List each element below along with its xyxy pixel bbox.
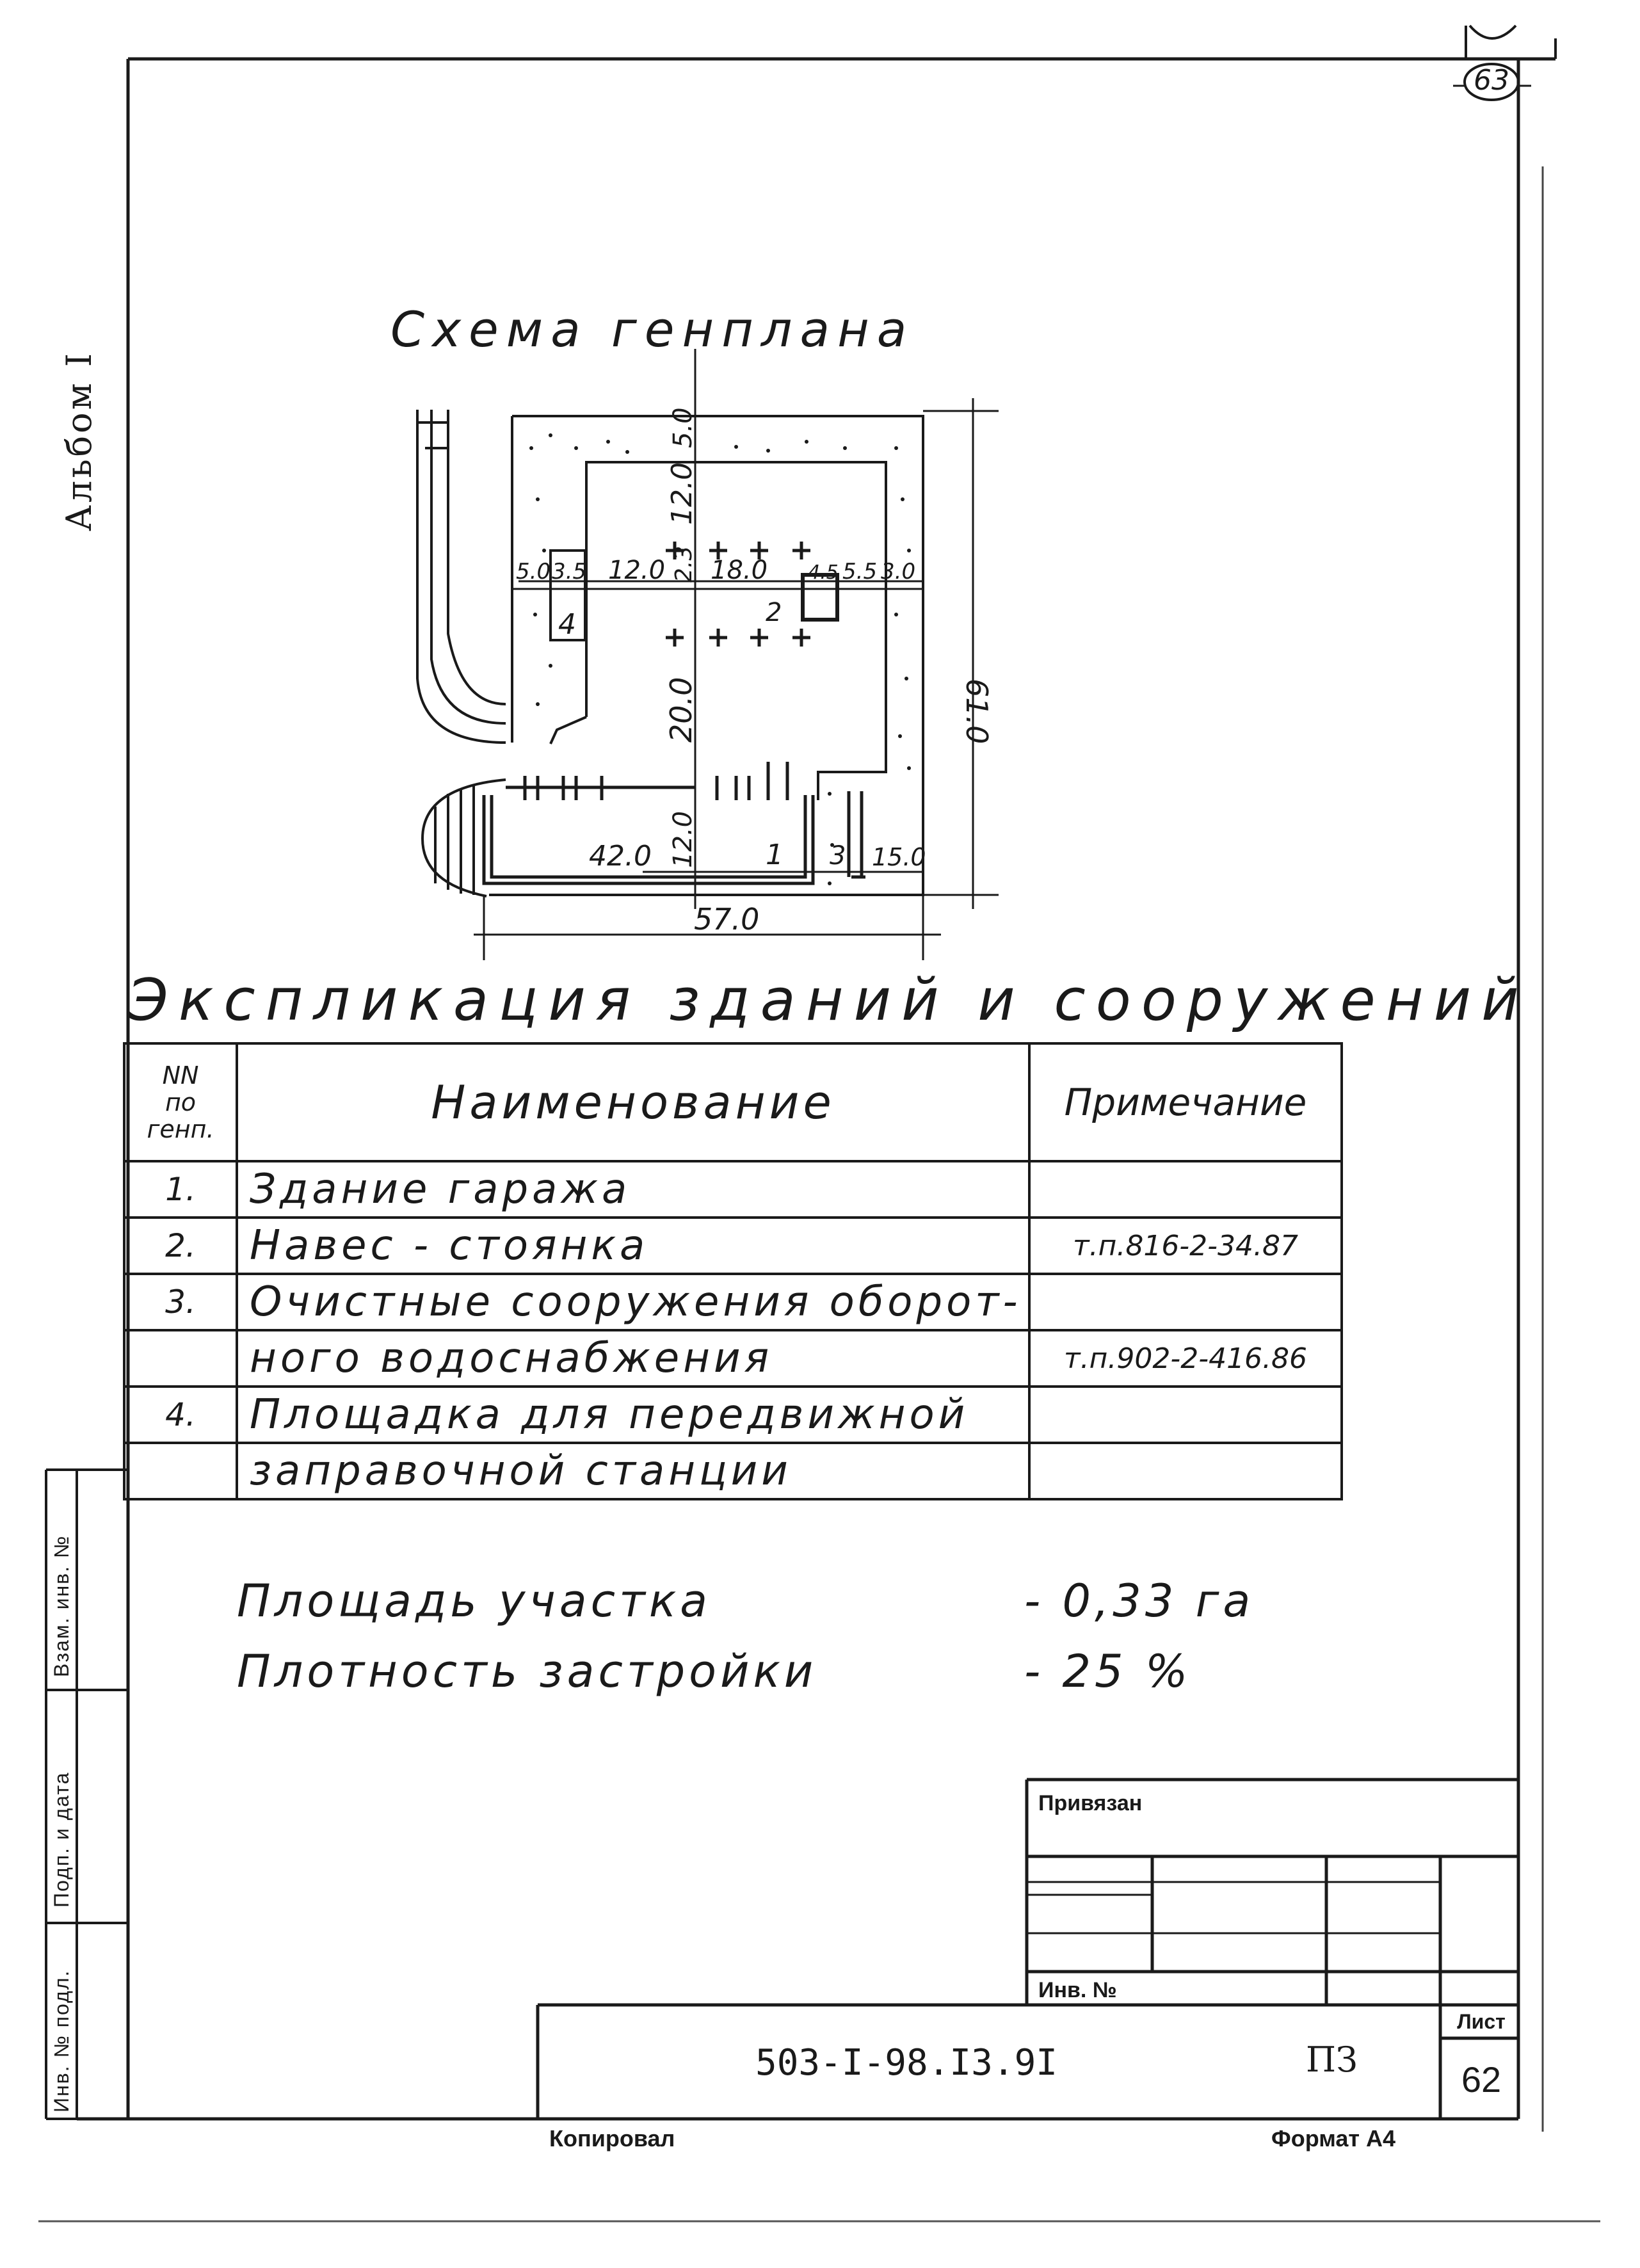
- dim-42-0: 42.0: [589, 840, 652, 873]
- dim-12-0-left: 12.0: [608, 556, 666, 585]
- dim-5-5: 5.5: [842, 559, 878, 584]
- format-label: Формат А4: [1271, 2125, 1396, 2151]
- dim-18-0: 18.0: [711, 556, 768, 585]
- table-row: 2. Навес - стоянка т.п.816-2-34.87: [124, 1218, 1342, 1274]
- privyazan-label: Привязан: [1038, 1791, 1143, 1815]
- sheet-number: 62: [1461, 2059, 1502, 2100]
- dim-3-5: 3.5: [552, 559, 587, 584]
- stamp-replace-inv: Взам. инв. №: [50, 1534, 73, 1677]
- stamp-orig-inv: Инв. № подл.: [50, 1969, 73, 2112]
- marker-1: 1: [766, 839, 784, 871]
- dim-12-0-top: 12.0: [666, 462, 698, 525]
- table-row: заправочной станции: [124, 1443, 1342, 1499]
- dim-20-0: 20.0: [664, 677, 698, 743]
- area-value: - 0,33 га: [1024, 1575, 1255, 1627]
- page-number: 63: [1474, 64, 1509, 97]
- dim-4-5: 4.5: [808, 561, 839, 584]
- marker-3: 3: [830, 841, 846, 871]
- inv-no-label: Инв. №: [1038, 1978, 1117, 2002]
- doc-type: ПЗ: [1306, 2039, 1358, 2080]
- density-value: - 25 %: [1024, 1645, 1192, 1698]
- dim-2-3: 2.3: [671, 545, 697, 583]
- explication-title: Экспликация зданий и сооружений: [128, 967, 1529, 1034]
- dim-61-0: 61.0: [960, 679, 994, 744]
- marker-4: 4: [558, 608, 576, 641]
- area-label: Площадь участка: [237, 1575, 712, 1627]
- dim-57-0: 57.0: [694, 902, 760, 937]
- doc-code: 503-I-98.I3.9I: [755, 2042, 1058, 2084]
- header-note: Примечание: [1029, 1043, 1342, 1161]
- table-row: 4. Площадка для передвижной: [124, 1387, 1342, 1443]
- header-name: Наименование: [237, 1043, 1029, 1161]
- dim-5-0-left: 5.0: [516, 559, 551, 584]
- table-row: 3. Очистные сооружения оборот-: [124, 1274, 1342, 1330]
- album-label: Альбом I: [59, 350, 99, 531]
- table-row: ного водоснабжения т.п.902-2-416.86: [124, 1330, 1342, 1387]
- plan-title: Схема генплана: [390, 301, 915, 358]
- sheet-label: Лист: [1457, 2010, 1506, 2033]
- header-num: NN по генп.: [124, 1043, 237, 1161]
- stamp-sign-date: Подп. и дата: [50, 1771, 73, 1908]
- dim-12-0-bottom: 12.0: [668, 810, 698, 868]
- dim-5-0: 5.0: [668, 407, 698, 448]
- marker-2: 2: [766, 598, 782, 627]
- dim-15-0: 15.0: [872, 843, 926, 871]
- density-label: Плотность застройки: [237, 1645, 817, 1698]
- copied-label: Копировал: [549, 2125, 675, 2151]
- dim-3-0: 3.0: [881, 559, 916, 584]
- table-row: 1. Здание гаража: [124, 1161, 1342, 1218]
